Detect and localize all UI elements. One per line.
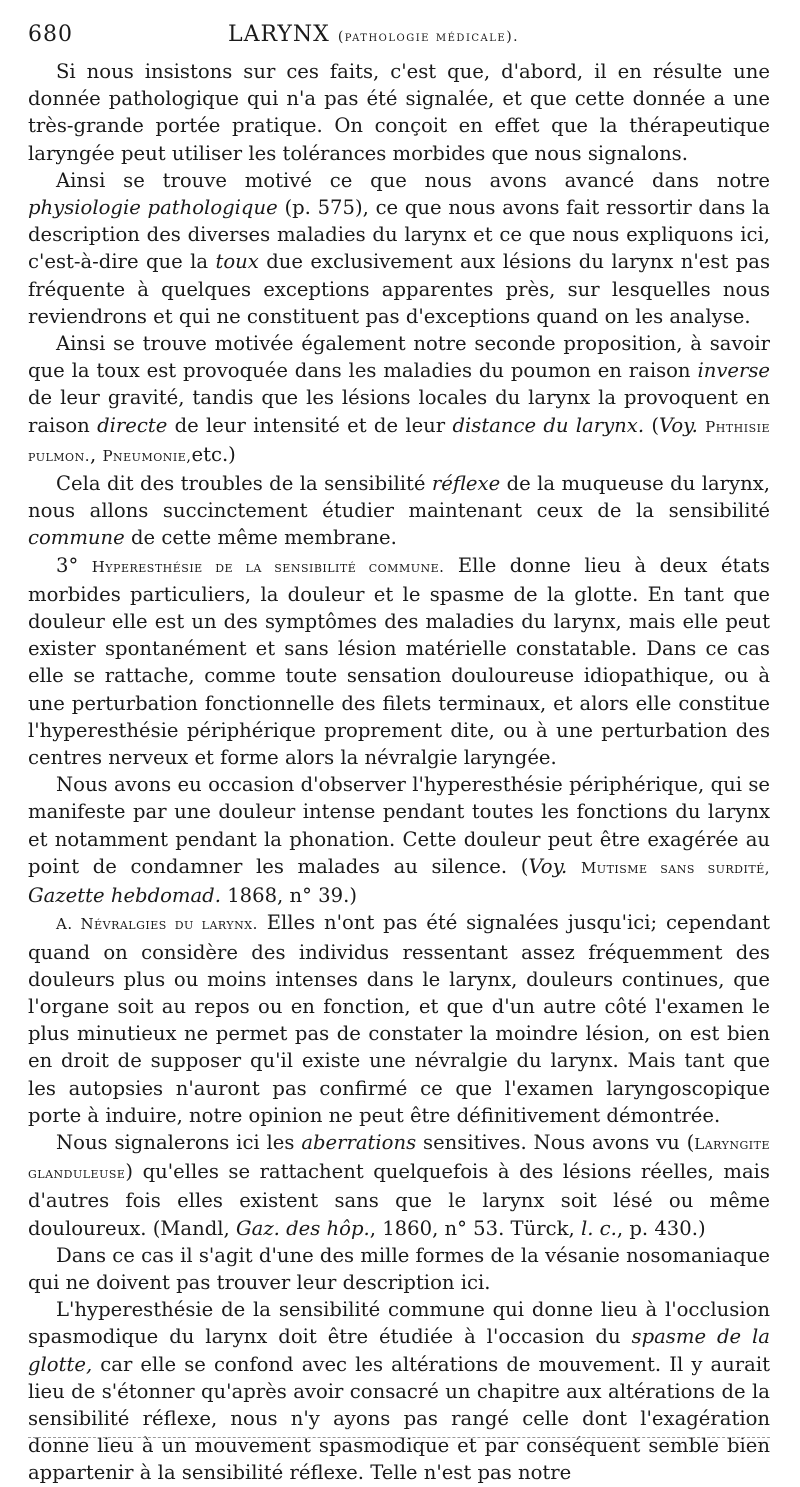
section-heading: Hyperesthésie de la sensibilité commune. (91, 557, 445, 576)
subsection-heading: A. Névralgies du larynx. (56, 915, 258, 934)
page (28, 22, 770, 1487)
paragraph-9: Dans ce cas il s'agit d'une des mille formes de la vésanie nosomaniaque qui ne doivent pas trouver leur description ici. (28, 1243, 770, 1294)
paragraph-1: Si nous insistons sur ces faits, c'est que, d'abord, il en résulte une donnée pathologique qui n'a pas été signalée, et que cette donnée a une très-grande portée pratique. On conçoit en effet que la thérapeutique laryngée peut utiliser les tolérances morbides que nous signalons. (28, 60, 770, 165)
running-header (28, 22, 770, 52)
footer-rule (28, 1437, 770, 1438)
running-title (168, 22, 770, 47)
section-number: 3° (56, 553, 79, 577)
paragraph-2: Ainsi se trouve motivé ce que nous avons avancé dans notre physiologie pathologique (p. 575), ce que nous avons fait ressortir dans la description des diverses maladies du larynx et ce que nous expliquons ici, c'est-à-dire que la toux due exclusivement aux lésions du larynx n'est pas fréquente à quelques exceptions apparentes près, sur lesquelles nous reviendrons et qui ne constituent pas d'exceptions quand on les analyse. (28, 168, 770, 328)
running-title-main: LARYNX (228, 22, 330, 47)
page-number: 680 (28, 22, 73, 47)
paragraph-7: A. Névralgies du larynx. Elles n'ont pas été signalées jusqu'ici; cependant quand on considère des individus ressentant assez fréquemment des douleurs plus ou moins intenses dans le larynx, douleurs continues, que l'organe soit au repos ou en fonction, et que d'un autre côté l'examen le plus minutieux ne permet pas de constater la moindre lésion, on est bien en droit de supposer qu'il existe une névralgie du larynx. Mais tant que les autopsies n'auront pas confirmé ce que l'examen laryngoscopique porte à induire, notre opinion ne peut être définitivement démontrée. (28, 911, 770, 1127)
paragraph-3: Ainsi se trouve motivée également notre seconde proposition, à savoir que la toux est provoquée dans les maladies du poumon en raison inverse de leur gravité, tandis que les lésions locales du larynx la provoquent en raison directe de leur intensité et de leur distance du larynx. (Voy. Phthisie pulmon., Pneumonie,etc.) (28, 332, 771, 466)
running-title-sub: (pathologie médicale). (337, 29, 520, 45)
paragraph-10: L'hyperesthésie de la sensibilité commune qui donne lieu à l'occlusion spasmodique du larynx doit être étudiée à l'occasion du spasme de la glotte, car elle se confond avec les altérations de mouvement. Il y aurait lieu de s'étonner qu'après avoir consacré un chapitre aux altérations de la sensibilité réflexe, nous n'y ayons pas rangé celle dont l'exagération donne lieu à un mouvement spasmodique et par conséquent semble bien appartenir à la sensibilité réflexe. Telle n'est pas notre (28, 1298, 770, 1485)
paragraph-5: 3° Hyperesthésie de la sensibilité commune. Elle donne lieu à deux états morbides particuliers, la douleur et le spasme de la glotte. En tant que douleur elle est un des symptômes des maladies du larynx, mais elle peut exister spontanément et sans lésion matérielle constatable. Dans ce cas elle se rattache, comme toute sensation douloureuse idiopathique, ou à une perturbation fonctionnelle des filets terminaux, et alors elle constitue l'hyperesthésie périphérique proprement dite, ou à une perturbation des centres nerveux et forme alors la névralgie laryngée. (28, 553, 770, 770)
paragraph-6: Nous avons eu occasion d'observer l'hyperesthésie périphérique, qui se manifeste par une douleur intense pendant toutes les fonctions du larynx et notamment pendant la phonation. Cette douleur peut être exagérée au point de condamner les malades au silence. (Voy. Mutisme sans surdité, Gazette hebdomad. 1868, n° 39.) (28, 773, 770, 908)
paragraph-4: Cela dit des troubles de la sensibilité réflexe de la muqueuse du larynx, nous allons succinctement étudier maintenant ceux de la sensibilité commune de cette même membrane. (28, 472, 771, 550)
body-text (28, 58, 770, 1487)
paragraph-8: Nous signalerons ici les aberrations sensitives. Nous avons vu (Laryngite glanduleuse) qu'elles se rattachent quelquefois à des lésions réelles, mais d'autres fois elles existent sans que le larynx soit lésé ou même douloureux. (Mandl, Gaz. des hôp., 1860, n° 53. Türck, l. c., p. 430.) (28, 1130, 771, 1240)
